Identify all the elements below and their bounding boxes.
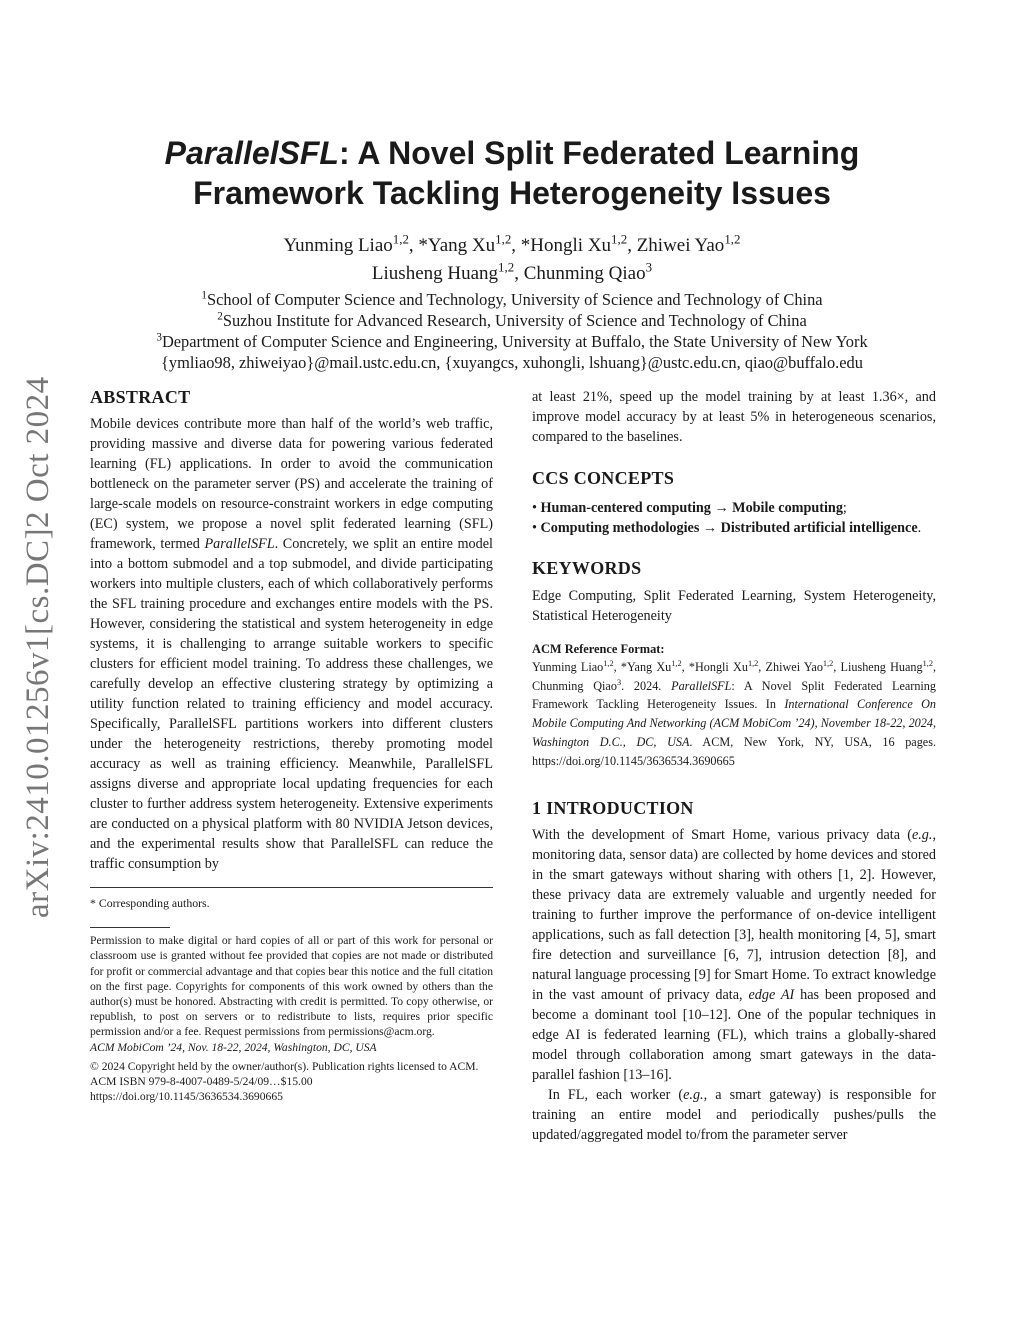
intro-text: , monitoring data, sensor data) are collected by home devices and stored in the smart gateways without sharing with others [1, 2]. However, these privacy data are extremely valuable and urgently needed for training to further improve the performance of on-device intelligent applications, such as fall detection [3], health monitoring [4, 5], smart fire detection and surveillance [6, 7], intrusion detection [8], and natural language processing [9] for Smart Home. To extract knowledge in the vast amount of privacy data, [532,827,936,1004]
ccs-term: Mobile computing [732,500,843,516]
ref-author: , Chunming Qiao [532,660,937,693]
affil-text: School of Computer Science and Technology, University of Science and Technology of China [207,290,823,309]
ccs-item-2: • Computing methodologies → Distributed artificial intelligence. [532,520,922,536]
intro-term: edge AI [748,987,795,1004]
affil-number: 3 [156,331,162,344]
intro-text: , a smart gateway) is responsible for training an entire model and periodically pushes/pulls the updated/aggregated model to/from the parameter server [532,1087,936,1144]
copyright-notice: © 2024 Copyright held by the owner/author(s). Publication rights licensed to ACM. [90,1059,479,1073]
title-line-2: Framework Tackling Heterogeneity Issues [193,175,831,211]
affil-text: Department of Computer Science and Engineering, University at Buffalo, the State University of New York [161,332,868,351]
intro-paragraph-2 [532,1085,936,1145]
author-affil-mark: 1,2 [724,231,741,247]
author-emails: {ymliao98, zhiweiyao}@mail.ustc.edu.cn, {xuyangcs, xuhongli, lshuang}@ustc.edu.cn, qiao@buffalo.edu [161,353,863,372]
arrow-icon: → [702,520,718,536]
ccs-term: Distributed artificial intelligence [720,520,918,536]
affiliation-3 [90,331,934,352]
abstract-body [90,414,493,874]
arxiv-id: arXiv:2410.01256v1 [20,635,56,919]
author-name: , Chunming Qiao [514,263,646,284]
affil-number: 1 [201,289,207,302]
permission-text: Permission to make digital or hard copies of all or part of this work for personal or classroom use is granted without fee provided that copies are not made or distributed for profit or commercial advantage and that copies bear this notice and the full citation on the first page. Copyrights for components of this work owned by others than the author(s) must be honored. Abstracting with credit is permitted. To copy otherwise, or republish, to post on servers or to redistribute to lists, requires prior specific permission and/or a fee. Request permissions from permissions@acm.org. [90,934,493,1039]
abstract-text: . Concretely, we split an entire model into a bottom submodel and a top submodel, and divide participating workers into multiple clusters, each of which collaboratively performs the SFL training procedure and exchanges entire models with the PS. However, considering the statistical and system heterogeneity in edge systems, it is challenging to arrange suitable workers to specific clusters for efficient model training. To address these challenges, we carefully develop an effective clustering strategy by optimizing a utility function related to training efficiency and model accuracy. Specifically, ParallelSFL partitions workers into different clusters under the heterogeneity restrictions, thereby promoting model accuracy as well as training efficiency. Meanwhile, ParallelSFL assigns diverse and appropriate local updating frequencies for each cluster to further address system heterogeneity. Extensive experiments are conducted on a physical platform with 80 NVIDIA Jetson devices, and the experimental results show that ParallelSFL can reduce the traffic consumption by [90,536,493,872]
author-affil-mark: 1,2 [495,231,512,247]
abstract-text: Mobile devices contribute more than half of the world’s web traffic, providing massive and diverse data for powering various federated learning (FL) applications. In order to avoid the communication bottleneck on the parameter server (PS) and accelerate the training of large-scale models on resource-constraint workers in edge computing (EC) system, we propose a novel split federated learning (SFL) framework, termed [90,416,493,552]
author-affil-mark: 3 [645,259,653,275]
intro-eg: e.g. [911,827,933,844]
author-affil-mark: 1,2 [392,231,409,247]
ccs-item-1: • Human-centered computing → Mobile computing; [532,500,847,516]
arxiv-category: [cs.DC] [20,528,56,636]
author-name: , Zhiwei Yao [627,235,725,256]
ccs-term: Human-centered computing [540,500,711,516]
isbn: ACM ISBN 979-8-4007-0489-5/24/09…$15.00 [90,1075,313,1089]
introduction-heading: 1 INTRODUCTION [532,798,694,819]
intro-text: In FL, each worker ( [548,1087,684,1104]
ref-affil-mark: 1,2 [671,658,682,668]
corresponding-footnote: * Corresponding authors. [90,896,210,910]
intro-paragraph-1 [532,825,936,1085]
arrow-icon: → [714,500,729,516]
ref-author: , *Yang Xu [613,660,672,674]
permission-block [90,933,493,1104]
left-column [90,387,493,1104]
ref-author: , Liusheng Huang [833,660,923,674]
permission-venue: ACM MobiCom ’24, Nov. 18-22, 2024, Washington, DC, USA [90,1040,377,1054]
keywords-heading: KEYWORDS [532,558,642,578]
ref-affil-mark: 1,2 [603,658,614,668]
author-name: Yunming Liao [283,235,393,256]
ref-system-name: ParallelSFL [671,678,732,693]
arxiv-sidebar-stamp [20,365,68,930]
affil-number: 2 [217,310,223,323]
arxiv-date: 2 Oct 2024 [20,376,56,529]
affiliation-list [90,289,934,373]
intro-eg: e.g. [683,1087,704,1104]
ref-tail: . ACM, New York, NY, USA, 16 pages. https://doi.org/10.1145/3636534.3690665 [532,734,937,768]
ref-author: , *Hongli Xu [681,660,748,674]
intro-text: has been proposed and become a dominant tool [10–12]. One of the popular techniques in edge AI is federated learning (FL), which trains a globally-shared model through collaboration among smart gateways in the data-parallel fashion [13–16]. [532,987,936,1084]
ref-conference: International Conference On Mobile Computing And Networking (ACM MobiCom ’24), November 18-22, 2024, Washington D.C., DC, USA [532,697,936,749]
author-name: , *Yang Xu [408,235,496,256]
affiliation-1 [90,289,934,310]
footnote-rule [90,887,493,888]
ccs-heading: CCS CONCEPTS [532,468,675,488]
ref-year: . 2024. [621,678,672,693]
author-affil-mark: 1,2 [498,259,515,275]
author-affil-mark: 1,2 [611,231,628,247]
affiliation-2 [90,310,934,331]
keywords-text: Edge Computing, Split Federated Learning, System Heterogeneity, Statistical Heterogeneity [532,588,936,624]
ref-title: : A Novel Split Federated Learning Framework Tackling Heterogeneity Issues. In [532,678,936,712]
author-list [90,232,934,288]
ref-affil-mark: 3 [616,677,622,687]
ccs-term: Computing methodologies [540,520,700,536]
ref-affil-mark: 1,2 [922,658,933,668]
paper-title [90,133,934,213]
title-system-name: ParallelSFL [164,135,339,171]
abstract-system-name: ParallelSFL [204,536,275,552]
ref-affil-mark: 1,2 [822,658,834,668]
acm-reference-heading: ACM Reference Format: [532,642,665,656]
title-rest: : A Novel Split Federated Learning [338,135,860,171]
ccs-concepts [532,498,936,538]
abstract-continuation: at least 21%, speed up the model training by at least 1.36×, and improve model accuracy by at least 5% in heterogeneous scenarios, compared to the baselines. [532,389,936,445]
affil-text: Suzhou Institute for Advanced Research, University of Science and Technology of China [222,311,807,330]
intro-text: With the development of Smart Home, various privacy data ( [532,827,912,844]
abstract-heading: ABSTRACT [90,387,191,407]
author-name: , *Hongli Xu [511,235,612,256]
right-column [532,387,936,1145]
permission-rule [90,927,170,928]
acm-reference-text [532,658,936,770]
ref-author: Yunming Liao [532,660,604,674]
author-name: Liusheng Huang [371,263,499,284]
ref-author: , Zhiwei Yao [758,660,823,674]
ref-affil-mark: 1,2 [747,658,759,668]
doi-link[interactable]: https://doi.org/10.1145/3636534.3690665 [90,1090,283,1104]
